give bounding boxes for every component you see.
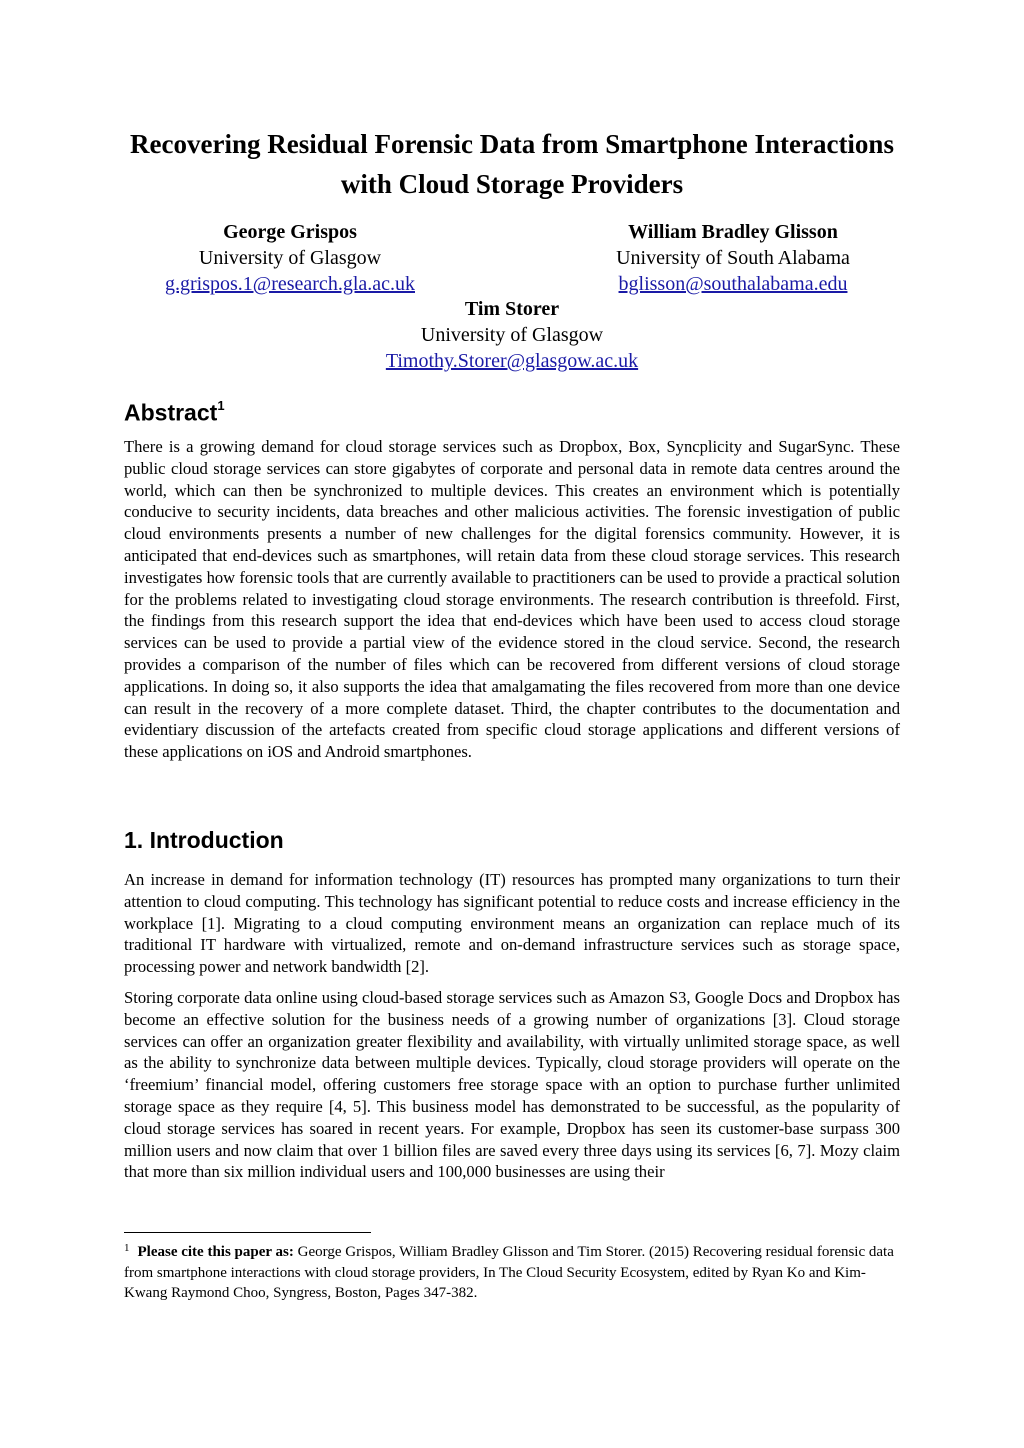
author-email-link[interactable]: bglisson@southalabama.edu [618, 273, 848, 295]
paper-title: Recovering Residual Forensic Data from Smartphone Interactions with Cloud Storage Providers [130, 129, 894, 199]
introduction-paragraph: An increase in demand for information technology (IT) resources has prompted many organizations to turn their attention to cloud computing. This technology has significant potential to reduce costs and increase efficiency in the workplace [1]. Migrating to a cloud computing environment means an organization can replace much of its traditional IT hardware with virtualized, remote and on-demand infrastructure services such as storage space, processing power and network bandwidth [2]. [124, 870, 900, 977]
footnote-text: George Grispos, William Bradley Glisson and Tim Storer. (2015) Recovering residual forensic data from smartphone interactions with cloud storage providers, In The Cloud Security Ecosystem, edited by Ryan Ko and Kim-Kwang Raymond Choo, Syngress, Boston, Pages 347-382. [124, 1244, 894, 1301]
author-email-link[interactable]: g.grispos.1@research.gla.ac.uk [165, 273, 415, 295]
footnote-label: Please cite this paper as: [137, 1244, 294, 1260]
introduction-heading: 1. Introduction [124, 827, 284, 853]
author-affiliation: University of Glasgow [198, 247, 382, 269]
author-block [563, 219, 903, 297]
footnote-reference[interactable]: 1 [217, 398, 225, 413]
author-block [120, 219, 460, 297]
author-name: Tim Storer [464, 298, 560, 320]
author-name: William Bradley Glisson [628, 221, 838, 243]
abstract-heading-text: Abstract [124, 399, 218, 426]
author-affiliation: University of South Alabama [616, 247, 850, 269]
introduction-paragraph: Storing corporate data online using cloud-based storage services such as Amazon S3, Google Docs and Dropbox has become an effective solution for the business needs of a growing number of organizations [3]. Cloud storage services can offer an organization greater flexibility and availability, with virtually unlimited storage space, as well as the ability to synchronize data between multiple devices. Typically, cloud storage providers will operate on the ‘freemium’ financial model, offering customers free storage space with an option to purchase further unlimited storage space as they require [4, 5]. This business model has demonstrated to be successful, as the popularity of cloud storage services has soared in recent years. For example, Dropbox has seen its customer-base surpass 300 million users and now claim that over 1 billion files are saved every three days using its services [6, 7]. Mozy claim that more than six million individual users and 100,000 businesses are using their [124, 988, 900, 1182]
author-affiliation: University of Glasgow [420, 324, 604, 346]
abstract-heading [124, 394, 225, 427]
author-name: George Grispos [223, 221, 357, 243]
author-block [312, 296, 712, 374]
footnote-mark: 1 [124, 1242, 130, 1254]
footnote-divider [124, 1232, 371, 1233]
author-email-link[interactable]: Timothy.Storer@glasgow.ac.uk [385, 350, 639, 372]
footnote [124, 1242, 900, 1303]
abstract-text: There is a growing demand for cloud storage services such as Dropbox, Box, Syncplicity and SugarSync. These public cloud storage services can store gigabytes of corporate and personal data in remote data centres around the world, which can then be synchronized to multiple devices. This creates an environment which is potentially conducive to security incidents, data breaches and other malicious activities. The forensic investigation of public cloud environments presents a number of new challenges for the digital forensics community. However, it is anticipated that end-devices such as smartphones, will retain data from these cloud storage services. This research investigates how forensic tools that are currently available to practitioners can be used to provide a practical solution for the problems related to investigating cloud storage environments. The research contribution is threefold. First, the findings from this research support the idea that end-devices which have been used to access cloud storage services can be used to provide a partial view of the evidence stored in the cloud service. Second, the research provides a comparison of the number of files which can be recovered from different versions of cloud storage applications. In doing so, it also supports the idea that amalgamating the files recovered from more than one device can result in the recovery of a more complete dataset. Third, the chapter contributes to the documentation and evidentiary discussion of the artefacts created from specific cloud storage applications and different versions of these applications on iOS and Android smartphones. [124, 437, 900, 762]
